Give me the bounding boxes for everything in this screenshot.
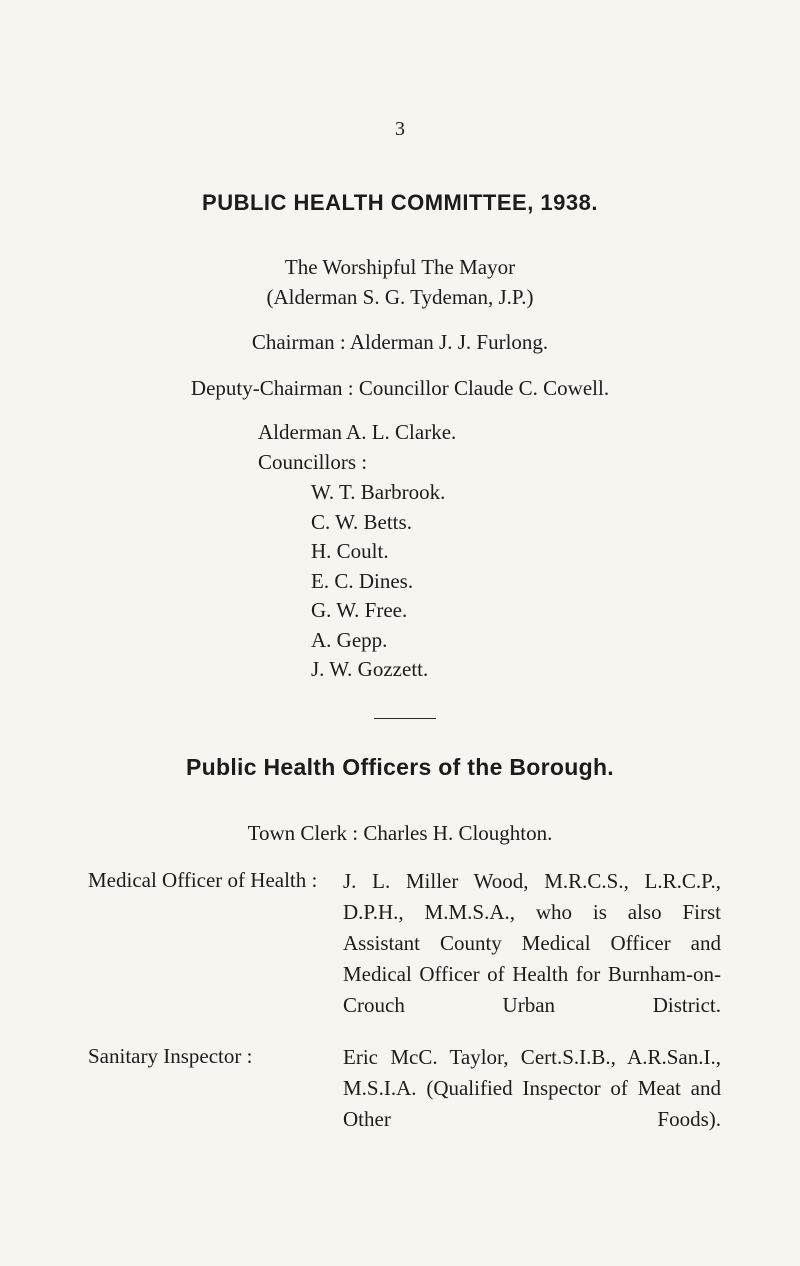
councillor-item: C. W. Betts. [311,509,412,534]
councillor-item: E. C. Dines. [311,568,414,593]
moh-label: Medical Officer of Health : [88,868,318,892]
councillor-item: W. T. Barbrook. [311,480,446,504]
chairman-line: Chairman : Alderman J. J. Furlong. [251,330,549,354]
councillor-item: A. Gepp. [311,627,388,652]
councillor-item: H. Coult. [311,539,389,563]
town-clerk-line: Town Clerk : Charles H. Cloughton. [247,821,553,845]
committee-heading: PUBLIC HEALTH COMMITTEE, 1938. [202,190,598,215]
councillor-item: J. W. Gozzett. [311,657,429,681]
mayor-name-line: (Alderman S. G. Tydeman, J.P.) [266,285,534,309]
si-text: Eric McC. Taylor, Cert.S.I.B., A.R.San.I., M.S.I.A. (Qualified Inspector of Meat and Other Foods). [343,1045,721,1131]
section-divider [374,718,436,719]
officers-heading: Public Health Officers of the Borough. [186,754,614,780]
si-label: Sanitary Inspector : [88,1044,253,1068]
mayor-line: The Worshipful The Mayor [284,255,516,279]
deputy-chairman-line: Deputy-Chairman : Councillor Claude C. Cowell. [190,376,610,400]
councillor-item: G. W. Free. [311,598,408,622]
councillors-list [311,480,445,687]
moh-text: J. L. Miller Wood, M.R.C.S., L.R.C.P., D.P.H., M.M.S.A., who is also First Assistant County Medical Officer and Medical Officer of Health for Burnham-on-Crouch Urban District. [343,869,721,1017]
page-number: 3 [395,118,405,140]
councillors-label: Councillors : [258,450,368,474]
alderman-line: Alderman A. L. Clarke. [258,420,457,444]
